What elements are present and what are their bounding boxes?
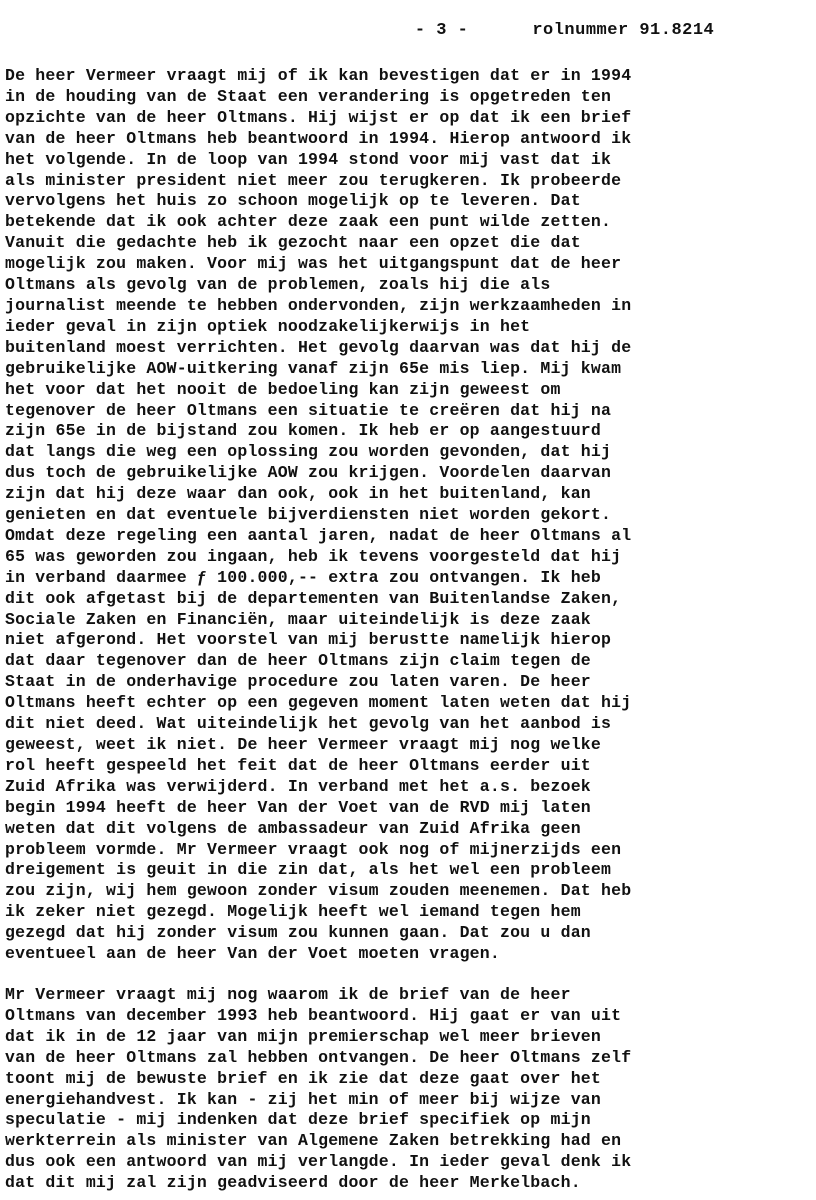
text-line: dat daar tegenover dan de heer Oltmans zijn claim tegen de xyxy=(5,651,591,671)
text-line: gebruikelijke AOW-uitkering vanaf zijn 65e mis liep. Mij kwam xyxy=(5,358,622,378)
text-line: probleem vormde. Mr Vermeer vraagt ook nog of mijnerzijds een xyxy=(5,839,622,859)
text-line: eventueel aan de heer Van der Voet moeten vragen. xyxy=(5,944,500,964)
document-body xyxy=(5,66,816,1194)
roll-number: rolnummer 91.8214 xyxy=(532,21,715,40)
text-line: rol heeft gespeeld het feit dat de heer Oltmans eerder uit xyxy=(5,755,591,775)
text-line: dit niet deed. Wat uiteindelijk het gevolg van het aanbod is xyxy=(5,714,612,734)
text-line: Zuid Afrika was verwijderd. In verband met het a.s. bezoek xyxy=(5,776,591,796)
text-line: betekende dat ik ook achter deze zaak een punt wilde zetten. xyxy=(5,212,612,232)
paragraph xyxy=(5,985,816,1194)
text-line: dit ook afgetast bij de departementen van Buitenlandse Zaken, xyxy=(5,588,622,608)
text-line: in verband daarmee ƒ 100.000,-- extra zou ontvangen. Ik heb xyxy=(5,567,601,587)
text-line: dat langs die weg een oplossing zou worden gevonden, dat hij xyxy=(5,442,612,462)
text-line: energiehandvest. Ik kan - zij het min of meer bij wijze van xyxy=(5,1089,601,1109)
text-line: niet afgerond. Het voorstel van mij berustte namelijk hierop xyxy=(5,630,612,650)
text-line: het volgende. In de loop van 1994 stond voor mij vast dat ik xyxy=(5,149,612,169)
text-line: ieder geval in zijn optiek noodzakelijkerwijs in het xyxy=(5,316,531,336)
text-line: Staat in de onderhavige procedure zou laten varen. De heer xyxy=(5,672,591,692)
text-line: weten dat dit volgens de ambassadeur van Zuid Afrika geen xyxy=(5,818,581,838)
text-line: dreigement is geuit in die zin dat, als het wel een probleem xyxy=(5,860,612,880)
text-line: Sociale Zaken en Financiën, maar uiteindelijk is deze zaak xyxy=(5,609,591,629)
text-line: zijn dat hij deze waar dan ook, ook in het buitenland, kan xyxy=(5,484,591,504)
text-line: dus ook een antwoord van mij verlangde. In ieder geval denk ik xyxy=(5,1152,632,1172)
text-line: vervolgens het huis zo schoon mogelijk op te leveren. Dat xyxy=(5,191,581,211)
text-line: dus toch de gebruikelijke AOW zou krijgen. Voordelen daarvan xyxy=(5,463,612,483)
text-line: Oltmans heeft echter op een gegeven moment laten weten dat hij xyxy=(5,693,632,713)
text-line: dat ik in de 12 jaar van mijn premierschap wel meer brieven xyxy=(5,1026,601,1046)
text-line: zou zijn, wij hem gewoon zonder visum zouden meenemen. Dat heb xyxy=(5,881,632,901)
text-line: Mr Vermeer vraagt mij nog waarom ik de brief van de heer xyxy=(5,984,571,1004)
text-line: buitenland moest verrichten. Het gevolg daarvan was dat hij de xyxy=(5,337,632,357)
text-line: van de heer Oltmans heb beantwoord in 1994. Hierop antwoord ik xyxy=(5,128,632,148)
text-line: ik zeker niet gezegd. Mogelijk heeft wel iemand tegen hem xyxy=(5,902,581,922)
text-line: als minister president niet meer zou terugkeren. Ik probeerde xyxy=(5,170,622,190)
text-line: zijn 65e in de bijstand zou komen. Ik heb er op aangestuurd xyxy=(5,421,601,441)
text-line: opzichte van de heer Oltmans. Hij wijst er op dat ik een brief xyxy=(5,107,632,127)
text-line: 65 was geworden zou ingaan, heb ik tevens voorgesteld dat hij xyxy=(5,546,622,566)
text-line: dat dit mij zal zijn geadviseerd door de heer Merkelbach. xyxy=(5,1173,581,1193)
text-line: Oltmans van december 1993 heb beantwoord. Hij gaat er van uit xyxy=(5,1005,622,1025)
text-line: gezegd dat hij zonder visum zou kunnen gaan. Dat zou u dan xyxy=(5,923,591,943)
text-line: genieten en dat eventuele bijverdiensten niet worden gekort. xyxy=(5,505,612,525)
text-line: van de heer Oltmans zal hebben ontvangen. De heer Oltmans zelf xyxy=(5,1047,632,1067)
text-line: werkterrein als minister van Algemene Zaken betrekking had en xyxy=(5,1131,622,1151)
text-line: begin 1994 heeft de heer Van der Voet van de RVD mij laten xyxy=(5,797,591,817)
text-line: in de houding van de Staat een verandering is opgetreden ten xyxy=(5,86,612,106)
text-line: Oltmans als gevolg van de problemen, zoals hij die als xyxy=(5,275,551,295)
text-line: De heer Vermeer vraagt mij of ik kan bevestigen dat er in 1994 xyxy=(5,66,632,85)
text-line: tegenover de heer Oltmans een situatie te creëren dat hij na xyxy=(5,400,612,420)
text-line: Vanuit die gedachte heb ik gezocht naar een opzet die dat xyxy=(5,233,581,253)
text-line: geweest, weet ik niet. De heer Vermeer vraagt mij nog welke xyxy=(5,735,601,754)
page-number: - 3 - xyxy=(414,21,469,40)
text-line: Omdat deze regeling een aantal jaren, nadat de heer Oltmans al xyxy=(5,525,632,545)
text-line: speculatie - mij indenken dat deze brief specifiek op mijn xyxy=(5,1110,591,1130)
text-line: het voor dat het nooit de bedoeling kan zijn geweest om xyxy=(5,379,561,399)
text-line: mogelijk zou maken. Voor mij was het uitgangspunt dat de heer xyxy=(5,254,622,274)
page-header xyxy=(372,2,714,59)
paragraph xyxy=(5,66,816,965)
text-line: journalist meende te hebben ondervonden, zijn werkzaamheden in xyxy=(5,295,632,315)
text-line: toont mij de bewuste brief en ik zie dat deze gaat over het xyxy=(5,1068,601,1088)
